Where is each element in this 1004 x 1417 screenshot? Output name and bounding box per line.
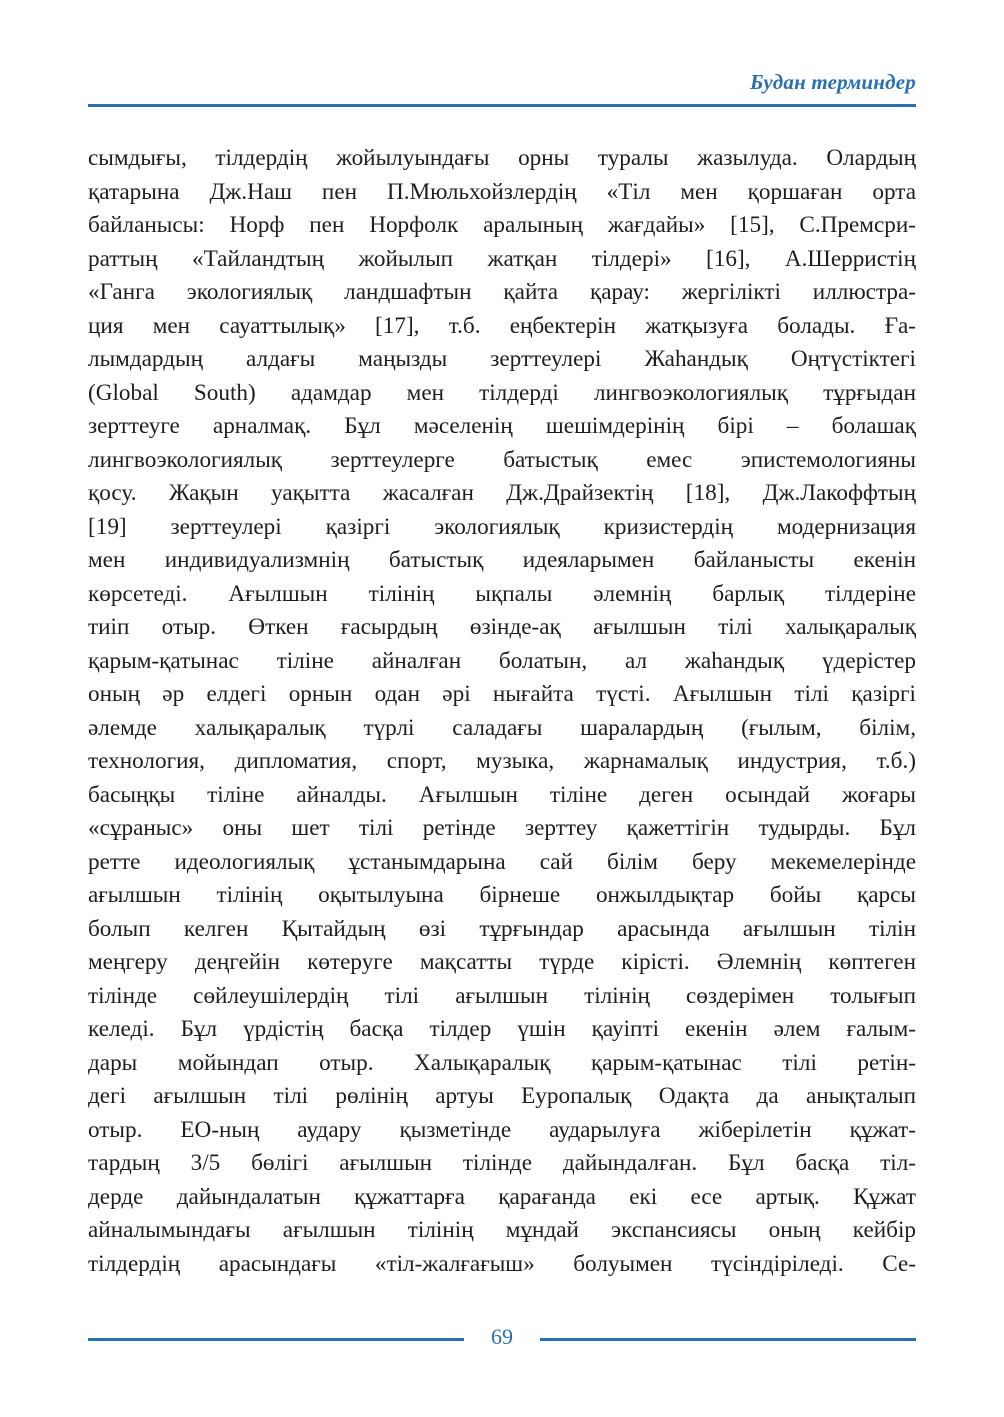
text-line: зерттеуге арналмақ. Бұл мәселенің шешімдерінің бірі – болашақ <box>88 413 916 439</box>
text-line: әлемде халықаралық түрлі саладағы шаралардың (ғылым, білім, <box>88 714 916 741</box>
text-line: тілінде сөйлеушілердің тілі ағылшын тілінің сөздерімен толығып <box>88 982 916 1009</box>
text-line: қарым-қатынас тіліне айналған болатын, ал жаһандық үдерістер <box>88 647 916 674</box>
text-line: тиіп отыр. Өткен ғасырдың өзінде-ақ ағылшын тілі халықаралық <box>88 614 916 640</box>
page-number: 69 <box>491 1324 513 1349</box>
text-line: «сұраныс» оны шет тілі ретінде зерттеу қажеттігін тудырды. Бұл <box>88 815 916 841</box>
text-line: басыңқы тіліне айналды. Ағылшын тіліне деген осындай жоғары <box>88 781 916 808</box>
text-line: сымдығы, тілдердің жойылуындағы орны туралы жазылуда. Олардың <box>88 145 916 171</box>
text-line: дары мойындап отыр. Халықаралық қарым-қатынас тілі ретін- <box>88 1049 916 1076</box>
text-line: мен индивидуализмнің батыстық идеяларымен байланысты екенін <box>88 547 916 573</box>
text-line: айналымындағы ағылшын тілінің мұндай экспансиясы оның кейбір <box>88 1217 916 1243</box>
running-header-title: Будан терминдер <box>750 70 916 94</box>
text-line: дерде дайындалатын құжаттарға қарағанда екі есе артық. Құжат <box>88 1183 916 1210</box>
text-line: көрсетеді. Ағылшын тілінің ықпалы әлемнің барлық тілдеріне <box>88 580 916 607</box>
text-line: тардың 3/5 бөлігі ағылшын тілінде дайындалған. Бұл басқа тіл- <box>88 1150 916 1176</box>
footer-rule-left <box>88 1338 464 1341</box>
text-line: (Global South) адамдар мен тілдерді лингвоэкологиялық тұрғыдан <box>88 379 916 406</box>
text-line: «Ганга экологиялық ландшафтын қайта қарау: жергілікті иллюстра- <box>88 279 916 305</box>
header-rule <box>88 104 916 107</box>
text-line: қатарына Дж.Наш пен П.Мюльхойзлердің «Тіл мен қоршаған орта <box>88 178 916 205</box>
text-line: оның әр елдегі орнын одан әрі нығайта түсті. Ағылшын тілі қазіргі <box>88 681 916 707</box>
text-line: ағылшын тілінің оқытылуына бірнеше онжылдықтар бойы қарсы <box>88 882 916 908</box>
text-line: ретте идеологиялық ұстанымдарына сай білім беру мекемелерінде <box>88 848 916 875</box>
footer-rule-right <box>540 1338 916 1341</box>
text-line: технология, дипломатия, спорт, музыка, жарнамалық индустрия, т.б.) <box>88 748 916 774</box>
text-line: лымдардың алдағы маңызды зерттеулері Жаһандық Оңтүстіктегі <box>88 346 916 372</box>
text-line: лингвоэкологиялық зерттеулерге батыстық емес эпистемологияны <box>88 446 916 473</box>
text-line: дегі ағылшын тілі рөлінің артуы Еуропалық Одақта да анықталып <box>88 1083 916 1109</box>
text-line: меңгеру деңгейін көтеруге мақсатты түрде кірісті. Әлемнің көптеген <box>88 949 916 975</box>
text-line: байланысы: Норф пен Норфолк аралының жағдайы» [15], С.Премсри- <box>88 212 916 238</box>
text-line: ция мен сауаттылық» [17], т.б. еңбектерін жатқызуға болады. Ға- <box>88 312 916 339</box>
body-text <box>88 142 916 1281</box>
text-line: раттың «Тайландтың жойылып жатқан тілдері» [16], А.Шерристің <box>88 245 916 272</box>
text-line: келеді. Бұл үрдістің басқа тілдер үшін қауіпті екенін әлем ғалым- <box>88 1016 916 1042</box>
text-line: [19] зерттеулері қазіргі экологиялық кризистердің модернизация <box>88 513 916 540</box>
text-line: қосу. Жақын уақытта жасалған Дж.Драйзектің [18], Дж.Лакоффтың <box>88 480 916 506</box>
text-line: отыр. ЕО-ның аудару қызметінде аударылуға жіберілетін құжат- <box>88 1116 916 1143</box>
text-line: тілдердің арасындағы «тіл-жалғағыш» болуымен түсіндіріледі. Се- <box>88 1250 916 1277</box>
text-line: болып келген Қытайдың өзі тұрғындар арасында ағылшын тілін <box>88 915 916 942</box>
